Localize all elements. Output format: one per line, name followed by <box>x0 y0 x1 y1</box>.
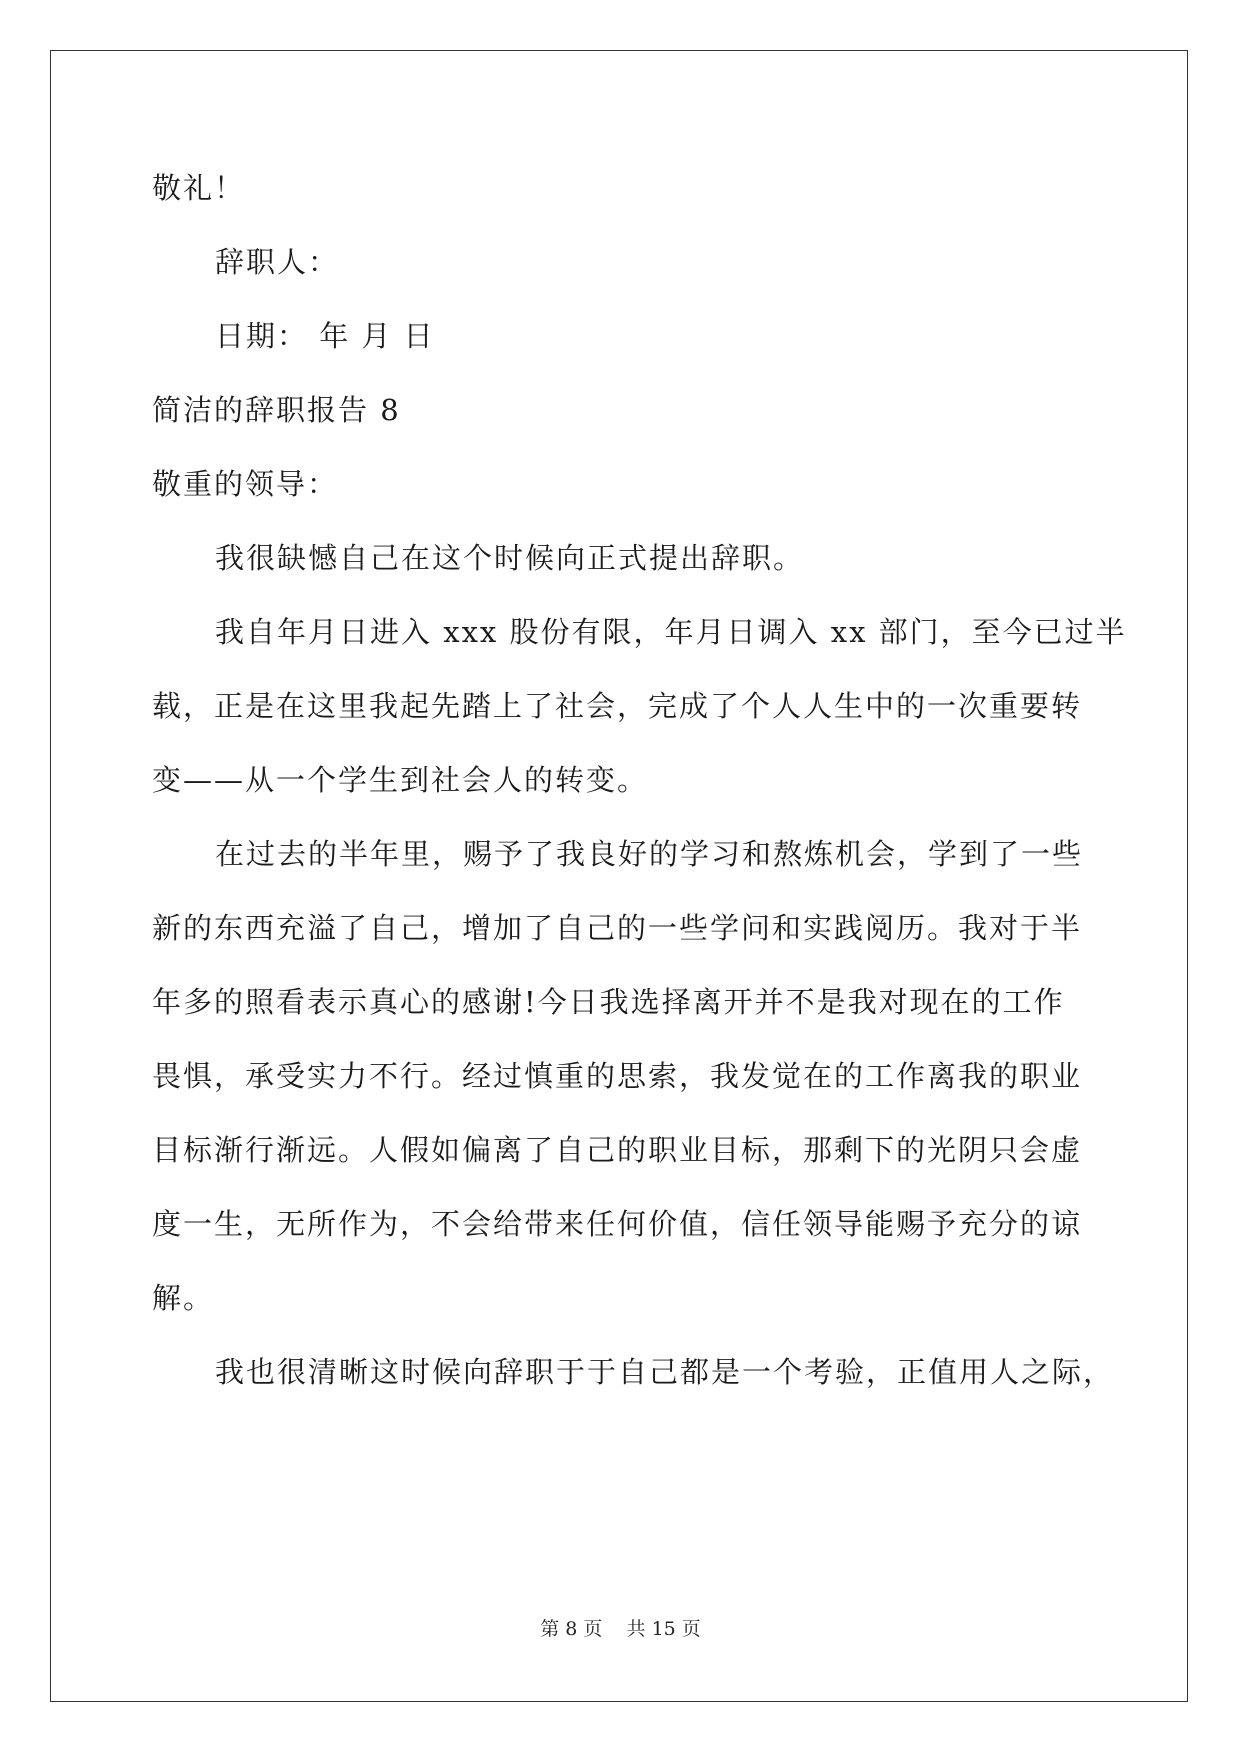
paragraph-line: 新的东西充溢了自己，增加了自己的一些学问和实践阅历。我对于半 <box>152 911 1083 945</box>
page-border <box>50 50 1188 1702</box>
paragraph-line: 变——从一个学生到社会人的转变。 <box>152 763 649 797</box>
paragraph-line: 我也很清晰这时候向辞职于于自己都是一个考验，正值用人之际， <box>215 1355 1115 1389</box>
paragraph-line: 我很缺憾自己在这个时候向正式提出辞职。 <box>215 541 805 575</box>
paragraph-line: 度一生，无所作为，不会给带来任何价值，信任领导能赐予充分的谅 <box>152 1207 1083 1241</box>
greeting: 敬重的领导： <box>152 467 339 501</box>
paragraph-line: 载，正是在这里我起先踏上了社会，完成了个人人生中的一次重要转 <box>152 689 1083 723</box>
page-number-label: 第 8 页 共 15 页 <box>540 1618 701 1640</box>
paragraph-line: 畏惧，承受实力不行。经过慎重的思索，我发觉在的工作离我的职业 <box>152 1059 1083 1093</box>
paragraph-line: 我自年月日进入 xxx 股份有限，年月日调入 xx 部门，至今已过半 <box>215 615 1127 649</box>
paragraph-line: 解。 <box>152 1281 215 1315</box>
page-footer <box>0 1617 1241 1641</box>
paragraph-line: 目标渐行渐远。人假如偏离了自己的职业目标，那剩下的光阴只会虚 <box>152 1133 1083 1167</box>
closing-salutation: 敬礼！ <box>152 171 246 205</box>
paragraph-line: 在过去的半年里，赐予了我良好的学习和熬炼机会，学到了一些 <box>215 837 1084 871</box>
date-line: 日期： 年 月 日 <box>215 319 435 353</box>
resigner-label: 辞职人： <box>215 245 340 279</box>
section-title: 简洁的辞职报告 8 <box>152 393 401 427</box>
paragraph-line: 年多的照看表示真心的感谢!今日我选择离开并不是我对现在的工作 <box>152 985 1065 1019</box>
